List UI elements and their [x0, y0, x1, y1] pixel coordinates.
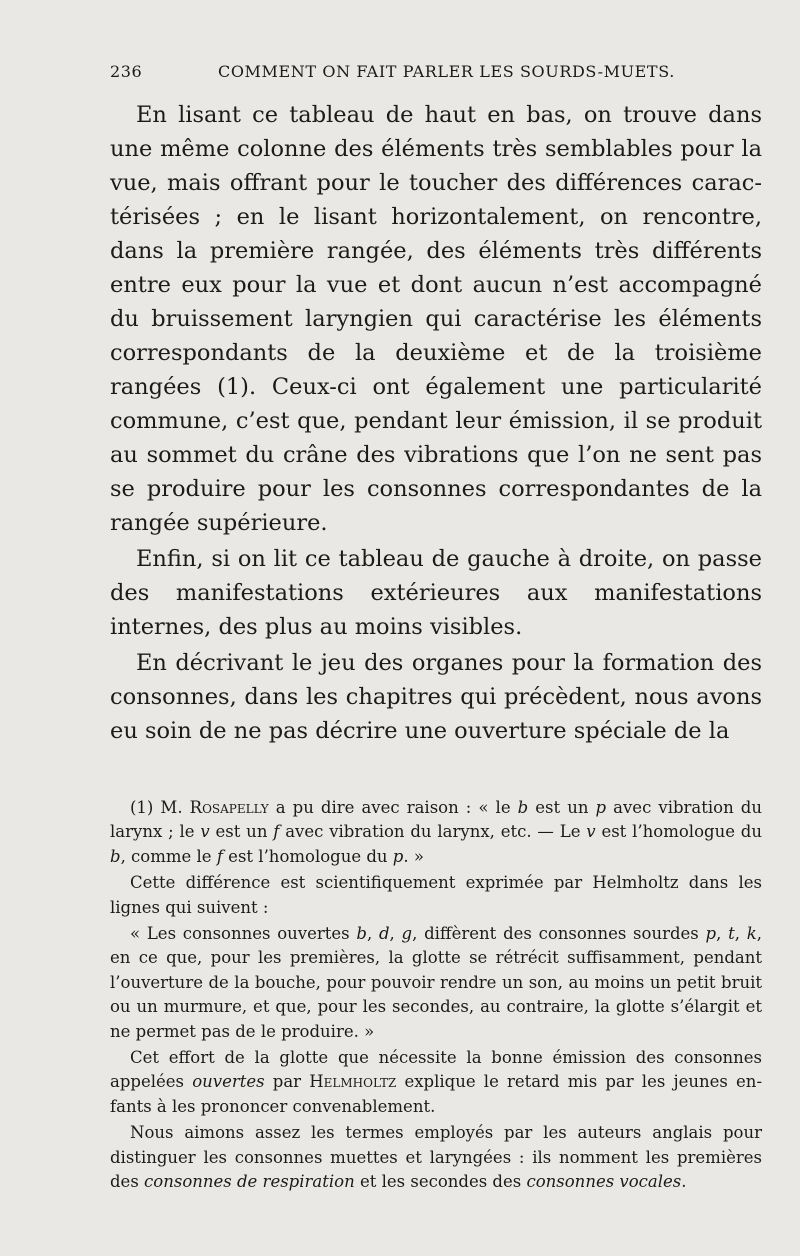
- page-number: 236: [110, 62, 143, 81]
- page-header: [110, 62, 762, 86]
- footnote-2: Cette différence est scientifiquement exprimée par Helmholtz dans les lignes qui suivent :: [110, 873, 762, 917]
- footnote-4: Cet effort de la glotte que nécessite la bonne émission des consonnes appelées ouvertes par Helmholtz explique le retard mis par les jeunes enfants à les prononcer convenablement.: [110, 1048, 763, 1116]
- author-name: Helmholtz: [309, 1072, 397, 1092]
- paragraph-2: Enfin, si on lit ce tableau de gauche à droite, on passe des manifestations extérieures aux manifestations internes, des plus au moins visibles.: [110, 546, 762, 640]
- footnote-3: « Les consonnes ouvertes b, d, g, diffèrent des consonnes sourdes p, t, k, en ce que, pour les premières, la glotte se rétrécit suffisamment, pendant l’ouverture de la bouche, pour pouvoir rendre un son, au moins un petit bruit ou un murmure, et que, pour les secondes, au contraire, la glotte s’élargit et ne permet pas de le produire. »: [110, 924, 762, 1041]
- paragraph-3: En décrivant le jeu des organes pour la formation des consonnes, dans les chapitres qui précèdent, nous avons eu soin de ne pas décrire une ouverture spéciale de la: [110, 650, 762, 744]
- footnotes: [110, 796, 762, 1195]
- footnote-5: Nous aimons assez les termes employés par les auteurs anglais pour distinguer les consonnes muettes et laryngées : ils nomment les premières des consonnes de respiration et les secondes des consonnes vocales.: [110, 1123, 762, 1192]
- author-name: Rosapelly: [189, 798, 269, 817]
- footnote-1: (1) M. Rosapelly a pu dire avec raison : « le b est un p avec vibration du larynx ; le v est un f avec vibration du larynx, etc. — Le v est l’homologue du b, comme le f est l’homologue du p. »: [110, 798, 762, 866]
- running-title: COMMENT ON FAIT PARLER LES SOURDS-MUETS.: [218, 62, 675, 81]
- body-text: [110, 98, 762, 748]
- paragraph-1: En lisant ce tableau de haut en bas, on trouve dans une même colonne des éléments très semblables pour la vue, mais offrant pour le toucher des différences caractérisées ; en le lisant horizontalement, on rencontre, dans la première rangée, des éléments très différents entre eux pour la vue et dont aucun n’est accompagné du bruissement laryngien qui caractérise les éléments correspondants de la deuxième et de la troisième rangées (1). Ceux-ci ont également une particularité commune, c’est que, pendant leur émission, il se produit au sommet du crâne des vibrations que l’on ne sent pas se produire pour les consonnes correspondantes de la rangée supérieure.: [110, 102, 762, 536]
